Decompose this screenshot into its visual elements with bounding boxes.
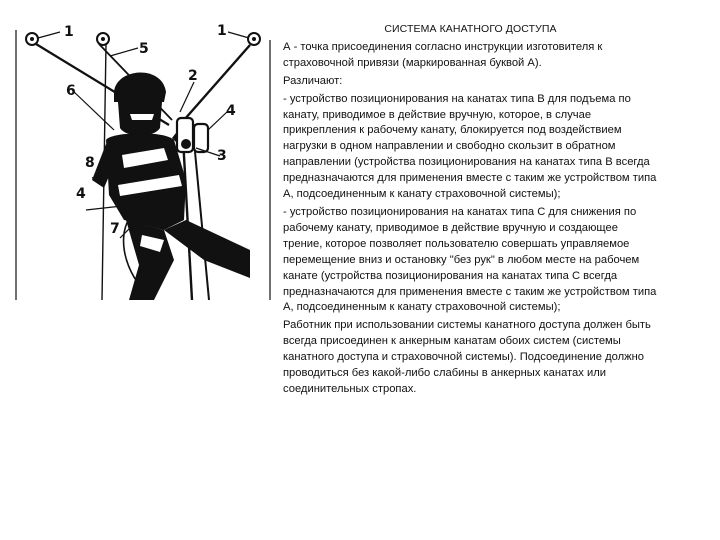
paragraph-type-b: - устройство позиционирования на канатах типа В для подъема по канату, приводимое в действие вручную, которое, в случае прикрепления к рабочему канату, блокируется под воздействием нагрузки в одном направлении и свободно скользит в обратном направлении (устройства позиционирования на канатах типа В всегда предназначаются для применения вместе с таким же устройством типа А, подсоединенным к канату страховочной системы); bbox=[283, 92, 657, 201]
leader-6 bbox=[72, 90, 114, 130]
paragraph-distinguish: Различают: bbox=[283, 74, 343, 87]
callout-5: 5 bbox=[139, 41, 149, 57]
paragraph-type-a: А - точка присоединения согласно инструкции изготовителя к страховочной привязи (маркированная буквой А). bbox=[283, 40, 603, 69]
callout-2: 2 bbox=[188, 68, 198, 84]
leader-1-right bbox=[228, 32, 249, 38]
paragraph-type-c: - устройство позиционирования на канатах типа С для снижения по рабочему канату, приводимое в действие вручную и создающее трение, которое позволяет пользователю совершать управляемое перемещение вниз и остановку "без рук" в любом месте на рабочем канате (устройства позиционирования на канатах типа С всегда предназначаются для применения вместе с таким же устройством типа А, подсоединенным к канату страховочной системы); bbox=[283, 205, 657, 314]
callout-1-right: 1 bbox=[217, 23, 227, 39]
leader-2 bbox=[180, 82, 194, 112]
leader-4-right bbox=[208, 111, 228, 130]
anchor-left-icon bbox=[26, 33, 38, 45]
callout-4-right: 4 bbox=[226, 103, 236, 119]
callout-8: 8 bbox=[85, 155, 95, 171]
callout-4-left: 4 bbox=[76, 186, 86, 202]
helmet bbox=[114, 72, 166, 102]
device-pulley bbox=[181, 139, 191, 149]
anchor-middle-icon bbox=[97, 33, 109, 45]
leader-5 bbox=[110, 48, 138, 56]
rope-access-illustration bbox=[14, 20, 276, 300]
callout-3: 3 bbox=[217, 148, 227, 164]
document-title: СИСТЕМА КАНАТНОГО ДОСТУПА bbox=[384, 23, 557, 35]
paragraph-connection-rule: Работник при использовании системы канатного доступа должен быть всегда присоединен к анкерным канатам обоих систем (системы канатного доступа и страховочной системы). Подсоединение должно проводиться без какой-либо слабины в анкерных канатах или соединительных стропах. bbox=[283, 319, 651, 395]
anchor-right-icon bbox=[248, 33, 260, 45]
document-body bbox=[283, 22, 658, 400]
face-highlight bbox=[130, 114, 154, 120]
callout-7: 7 bbox=[110, 221, 120, 237]
leader-1-left bbox=[38, 32, 60, 38]
callout-6: 6 bbox=[66, 83, 76, 99]
callout-1-left: 1 bbox=[64, 24, 74, 40]
